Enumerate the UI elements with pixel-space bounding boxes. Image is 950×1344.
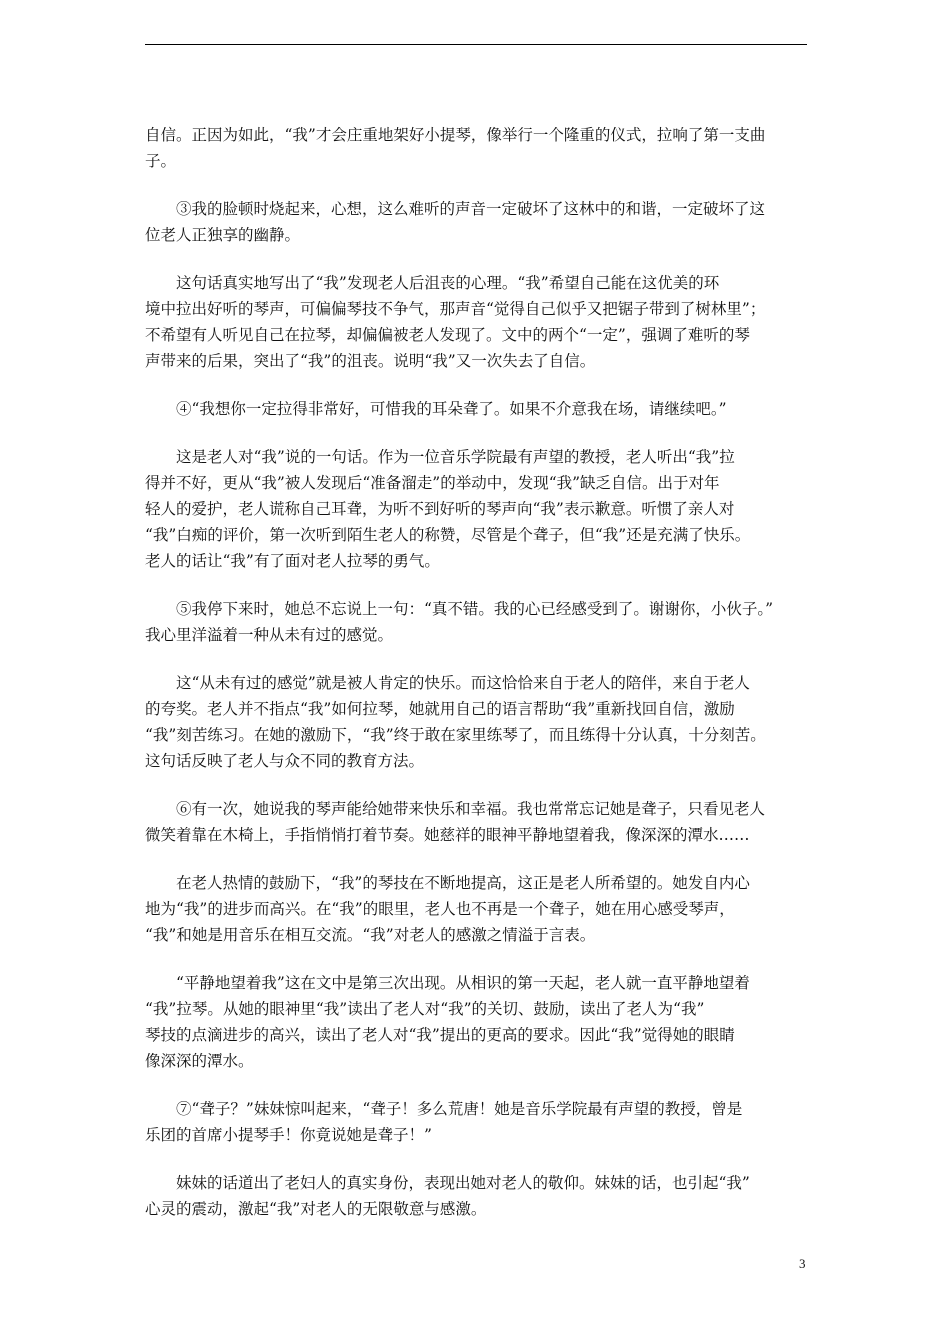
text-line: 微笑着靠在木椅上，手指悄悄打着节奏。她慈祥的眼神平静地望着我，像深深的潭水…… <box>145 826 750 844</box>
paragraph <box>145 270 809 374</box>
paragraph <box>145 444 809 574</box>
text-line: 声带来的后果，突出了“我”的沮丧。说明“我”又一次失去了自信。 <box>145 352 596 370</box>
paragraph <box>145 970 809 1074</box>
paragraph <box>145 796 809 848</box>
text-line: 妹妹的话道出了老妇人的真实身份，表现出她对老人的敬仰。妹妹的话，也引起“我” <box>145 1174 750 1192</box>
text-line: 不希望有人听见自己在拉琴，却偏偏被老人发现了。文中的两个“一定”，强调了难听的琴 <box>145 326 750 344</box>
text-line: ③我的脸顿时烧起来，心想，这么难听的声音一定破坏了这林中的和谐，一定破坏了这 <box>145 200 766 218</box>
text-line: 地为“我”的进步而高兴。在“我”的眼里，老人也不再是一个聋子，她在用心感受琴声， <box>145 900 735 918</box>
text-line: 琴技的点滴进步的高兴，读出了老人对“我”提出的更高的要求。因此“我”觉得她的眼睛 <box>145 1026 735 1044</box>
text-line: “我”和她是用音乐在相互交流。“我”对老人的感激之情溢于言表。 <box>145 926 596 944</box>
paragraph <box>145 396 809 422</box>
text-line: 在老人热情的鼓励下，“我”的琴技在不断地提高，这正是老人所希望的。她发自内心 <box>145 874 750 892</box>
text-line: 我心里洋溢着一种从未有过的感觉。 <box>145 626 394 644</box>
text-line: “我”刻苦练习。在她的激励下，“我”终于敢在家里练琴了，而且练得十分认真，十分刻苦。 <box>145 726 766 744</box>
text-line: ④“我想你一定拉得非常好，可惜我的耳朵聋了。如果不介意我在场，请继续吧。” <box>145 400 727 418</box>
header-rule <box>145 44 807 45</box>
text-line: 境中拉出好听的琴声，可偏偏琴技不争气，那声音“觉得自己似乎又把锯子带到了树林里”； <box>145 300 766 318</box>
paragraph <box>145 670 809 774</box>
page-number: 3 <box>799 1256 806 1271</box>
text-line: 老人的话让“我”有了面对老人拉琴的勇气。 <box>145 552 440 570</box>
text-line: 得并不好，更从“我”被人发现后“准备溜走”的举动中，发现“我”缺乏自信。出于对年 <box>145 474 720 492</box>
text-line: 乐团的首席小提琴手！你竟说她是聋子！” <box>145 1126 432 1144</box>
text-line: 心灵的震动，激起“我”对老人的无限敬意与感激。 <box>145 1200 487 1218</box>
text-line: 这是老人对“我”说的一句话。作为一位音乐学院最有声望的教授，老人听出“我”拉 <box>145 448 735 466</box>
paragraph <box>145 1170 809 1222</box>
text-line: 像深深的潭水。 <box>145 1052 254 1070</box>
text-line: “我”拉琴。从她的眼神里“我”读出了老人对“我”的关切、鼓励，读出了老人为“我” <box>145 1000 705 1018</box>
text-line: ⑤我停下来时，她总不忘说上一句：“真不错。我的心已经感受到了。谢谢你，小伙子。” <box>145 600 774 618</box>
text-line: “我”白痴的评价，第一次听到陌生老人的称赞，尽管是个聋子，但“我”还是充满了快乐。 <box>145 526 751 544</box>
text-line: 的夸奖。老人并不指点“我”如何拉琴，她就用自己的语言帮助“我”重新找回自信，激励 <box>145 700 735 718</box>
paragraph <box>145 196 809 248</box>
text-line: 位老人正独享的幽静。 <box>145 226 301 244</box>
text-line: ⑥有一次，她说我的琴声能给她带来快乐和幸福。我也常常忘记她是聋子，只看见老人 <box>145 800 766 818</box>
text-line: “平静地望着我”这在文中是第三次出现。从相识的第一天起，老人就一直平静地望着 <box>145 974 750 992</box>
paragraph <box>145 1096 809 1148</box>
text-line: 这“从未有过的感觉”就是被人肯定的快乐。而这恰恰来自于老人的陪伴，来自于老人 <box>145 674 750 692</box>
document-body <box>145 122 809 1244</box>
text-line: 子。 <box>145 152 177 170</box>
text-line: 自信。正因为如此，“我”才会庄重地架好小提琴，像举行一个隆重的仪式，拉响了第一支曲 <box>145 126 766 144</box>
text-line: ⑦“聋子？”妹妹惊叫起来，“聋子！多么荒唐！她是音乐学院最有声望的教授，曾是 <box>145 1100 743 1118</box>
paragraph <box>145 870 809 948</box>
text-line: 这句话反映了老人与众不同的教育方法。 <box>145 752 425 770</box>
paragraph <box>145 122 809 174</box>
text-line: 这句话真实地写出了“我”发现老人后沮丧的心理。“我”希望自己能在这优美的环 <box>145 274 720 292</box>
text-line: 轻人的爱护，老人谎称自己耳聋，为听不到好听的琴声向“我”表示歉意。听惯了亲人对 <box>145 500 735 518</box>
paragraph <box>145 596 809 648</box>
